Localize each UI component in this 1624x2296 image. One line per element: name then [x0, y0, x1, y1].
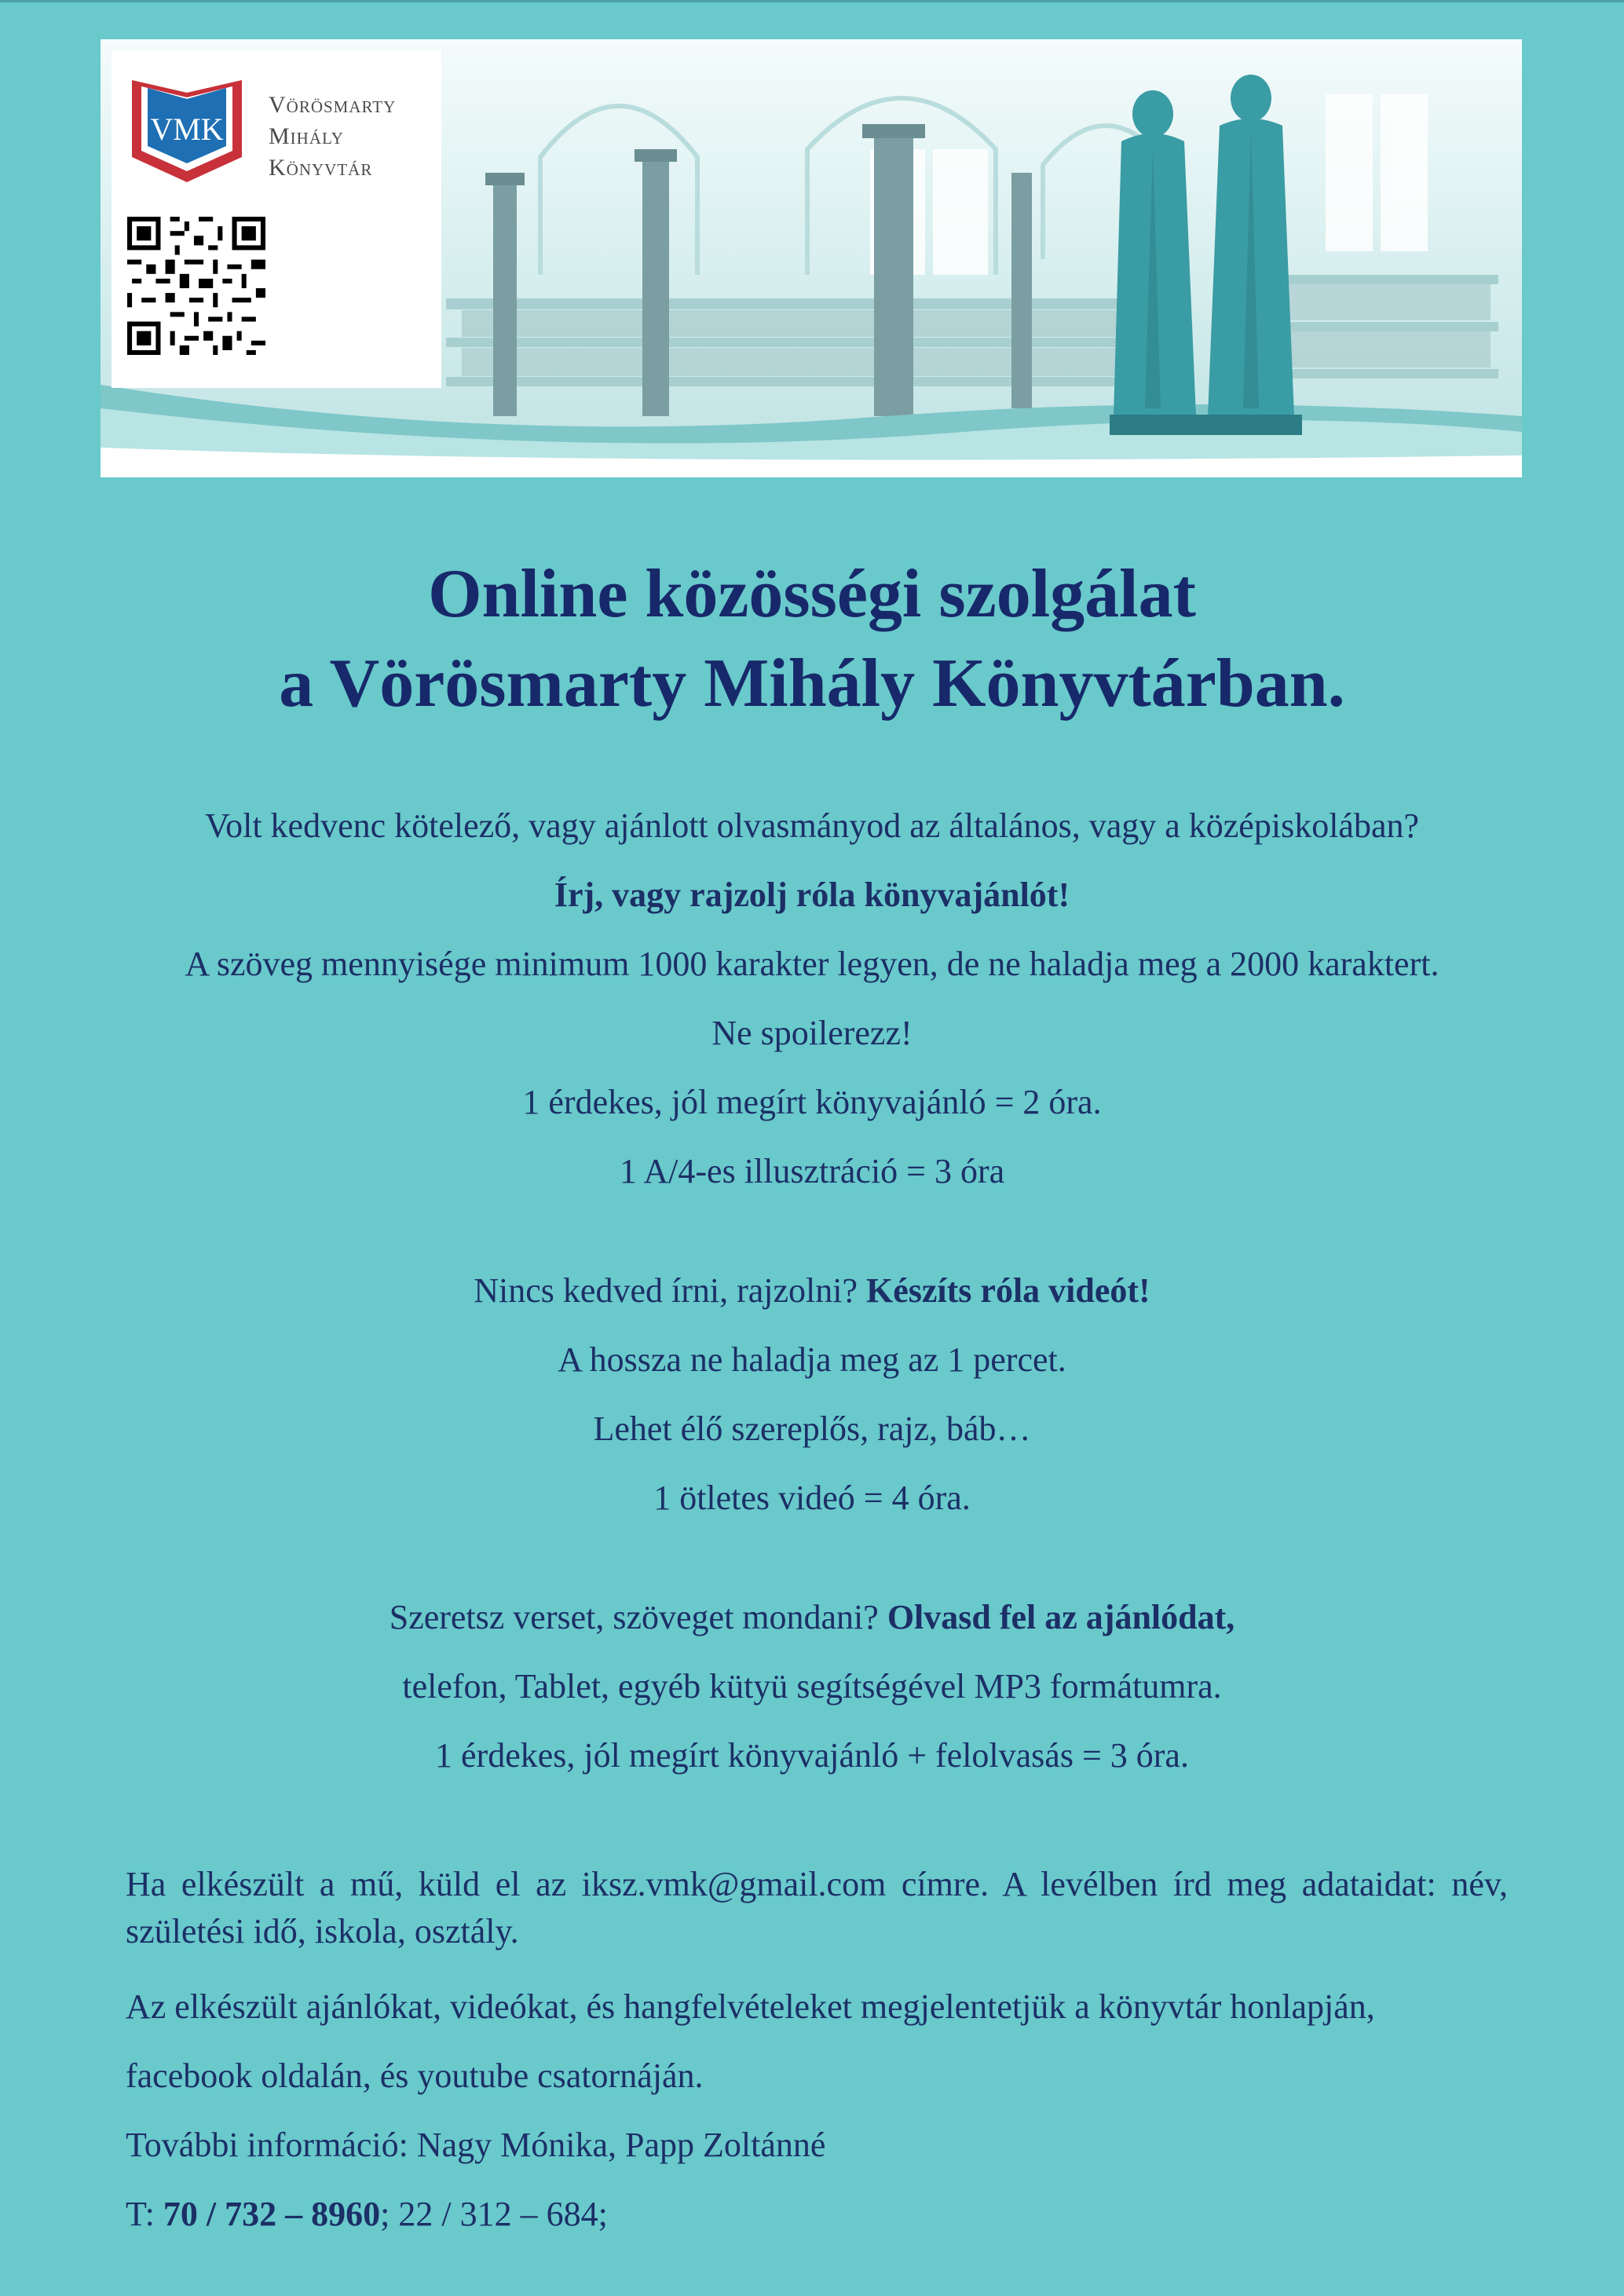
section-audio: [0, 1583, 1624, 1790]
library-name-line: Vörösmarty: [269, 92, 397, 118]
header-banner: [101, 39, 1522, 477]
video-call-to-action: Készíts róla videót!: [866, 1271, 1150, 1310]
submission-instructions: Ha elkészült a mű, küld el az iksz.vmk@gmail.com címre. A levélben írd meg adataidat: név, születési idő, iskola, osztály.: [126, 1865, 1508, 1951]
illustration-reward: 1 A/4-es illusztráció = 3 óra: [619, 1152, 1005, 1190]
section-writing: [0, 792, 1624, 1206]
audio-question: Szeretsz verset, szöveget mondani?: [389, 1598, 887, 1636]
qr-code-icon[interactable]: [127, 217, 265, 355]
top-edge-line: [0, 0, 1624, 2]
phone-numbers: [126, 2180, 1508, 2249]
publish-info-line-1: Az elkészült ajánlókat, videókat, és hangfelvételeket megjelentetjük a könyvtár honlapján,: [126, 1987, 1375, 2026]
contact-persons: További információ: Nagy Mónika, Papp Zoltánné: [126, 2126, 826, 2164]
writing-call-to-action: Írj, vagy rajzolj róla könyvajánlót!: [554, 876, 1070, 914]
library-name-line: Mihály: [269, 123, 344, 149]
title-line-1: Online közösségi szolgálat: [428, 556, 1196, 632]
writing-reward: 1 érdekes, jól megírt könyvajánló = 2 óra.: [522, 1083, 1102, 1121]
page-title: [0, 550, 1624, 729]
section-video: [0, 1256, 1624, 1533]
logo-panel: [112, 50, 441, 388]
writing-question: Volt kedvenc kötelező, vagy ajánlott olvasmányod az általános, vagy a középiskolában?: [204, 806, 1419, 845]
library-name: [269, 90, 396, 184]
title-line-2: a Vörösmarty Mihály Könyvtárban.: [279, 645, 1345, 722]
audio-reward: 1 érdekes, jól megírt könyvajánló + felolvasás = 3 óra.: [435, 1736, 1189, 1775]
audio-intro: [0, 1583, 1624, 1652]
writing-length-rule: A szöveg mennyisége minimum 1000 karakter legyen, de ne haladja meg a 2000 karaktert.: [185, 945, 1439, 983]
audio-format: telefon, Tablet, egyéb kütyü segítségével MP3 formátumra.: [402, 1667, 1222, 1706]
video-length-rule: A hossza ne haladja meg az 1 percet.: [558, 1340, 1066, 1379]
vmk-logo-icon: [124, 64, 250, 190]
no-spoiler-note: Ne spoilerezz!: [711, 1014, 913, 1052]
video-reward: 1 ötletes videó = 4 óra.: [653, 1479, 971, 1517]
phone-main[interactable]: 70 / 732 – 8960: [163, 2195, 381, 2233]
phone-prefix: T:: [126, 2195, 163, 2233]
publish-info-line-2: facebook oldalán, és youtube csatornáján.: [126, 2057, 704, 2095]
logo-letters: VMK: [150, 112, 224, 147]
phone-secondary[interactable]: ; 22 / 312 – 684;: [380, 2195, 608, 2233]
video-intro: [0, 1256, 1624, 1325]
library-name-line: Könyvtár: [269, 155, 373, 181]
footer-info: [126, 1861, 1508, 2249]
video-question: Nincs kedved írni, rajzolni?: [474, 1271, 867, 1310]
video-types: Lehet élő szereplős, rajz, báb…: [593, 1409, 1031, 1448]
audio-call-to-action: Olvasd fel az ajánlódat,: [887, 1598, 1235, 1636]
